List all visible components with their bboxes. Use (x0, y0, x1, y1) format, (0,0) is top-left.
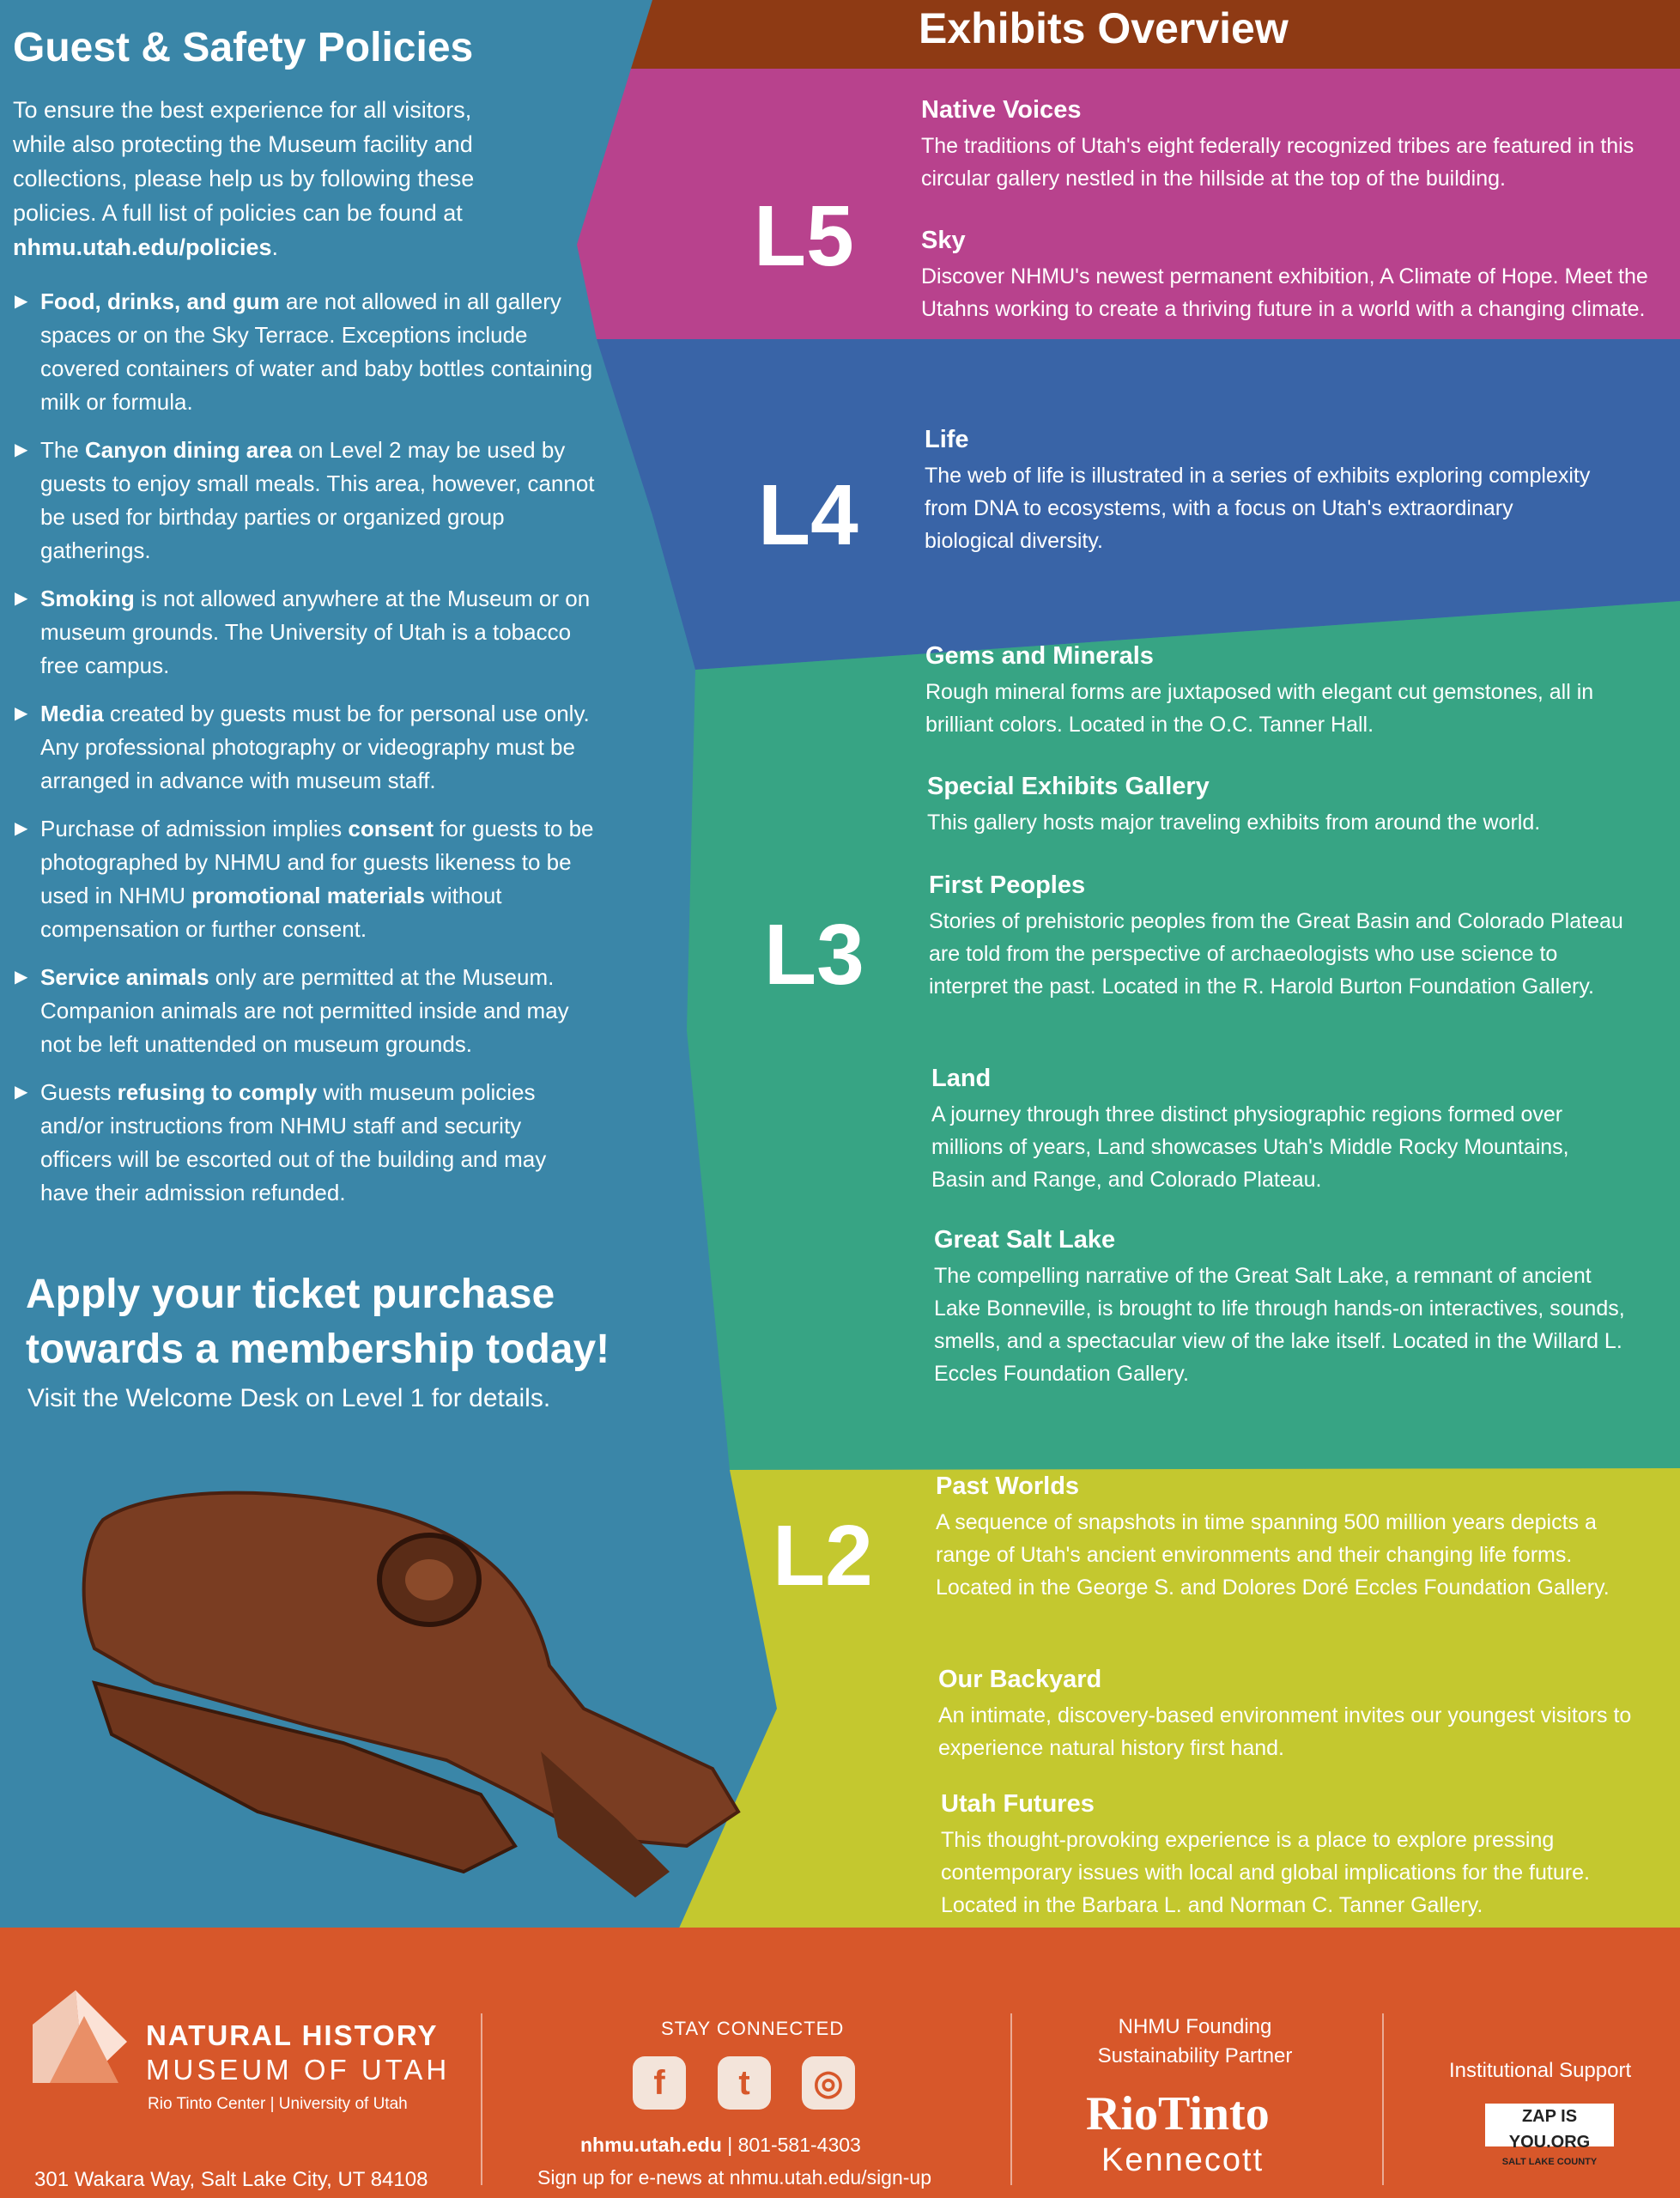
level-label-l5: L5 (754, 188, 854, 284)
bullet-arrow-icon: ▶ (15, 440, 28, 459)
exhibit-name: Our Backyard (938, 1666, 1102, 1693)
exhibit-name: Land (931, 1065, 992, 1092)
exhibit-name: Utah Futures (941, 1790, 1095, 1818)
exhibit-name: Life (925, 426, 969, 453)
exhibit-desc: The compelling narrative of the Great Salt Lake, a remnant of ancient Lake Bonneville, is brought to life through hands-on interactives, sounds, smells, and a spectacular view of the lake itself. Located in the Willard L. Eccles Foundation Gallery. (934, 1264, 1625, 1386)
museum-name-line1: NATURAL HISTORY (146, 2019, 439, 2051)
policy-item-consent (13, 812, 597, 946)
exhibit-gems-minerals (925, 642, 1664, 741)
contact-line (580, 2134, 861, 2157)
policies-title: Guest & Safety Policies (13, 25, 474, 70)
membership-headline-line2: towards a membership today! (26, 1327, 610, 1372)
policy-text: for guests to be photographed by NHMU and for guests likeness to be used in NHMU (40, 816, 594, 908)
exhibit-desc: This gallery hosts major traveling exhibits from around the world. (927, 811, 1541, 835)
exhibit-great-salt-lake (934, 1226, 1629, 1390)
exhibit-name: First Peoples (929, 871, 1086, 899)
partner-label: NHMU Founding Sustainability Partner (1097, 2015, 1293, 2067)
instagram-icon[interactable]: ◎ (802, 2056, 855, 2110)
bullet-arrow-icon: ▶ (15, 968, 28, 987)
zap-logo (1485, 2104, 1614, 2167)
exhibit-utah-futures (941, 1790, 1636, 1922)
policy-item-smoking (13, 582, 597, 683)
policy-list (13, 285, 597, 1224)
exhibit-desc: A journey through three distinct physiographic regions formed over millions of years, Land showcases Utah's Middle Rocky Mountains, Basin and Range, and Colorado Plateau. (931, 1102, 1569, 1192)
policy-keyword: Canyon dining area (85, 437, 293, 463)
policy-lead: Purchase of admission implies (40, 816, 349, 841)
level-label-l4: L4 (758, 467, 858, 563)
membership-headline (26, 1267, 644, 1377)
exhibits-title: Exhibits Overview (919, 4, 1289, 52)
footer-divider (1010, 2013, 1012, 2185)
exhibit-land (931, 1065, 1627, 1196)
museum-logo-icon (33, 1990, 136, 2083)
membership-subline: Visit the Welcome Desk on Level 1 for details. (27, 1384, 551, 1412)
exhibit-past-worlds (936, 1472, 1631, 1604)
bullet-arrow-icon: ▶ (15, 704, 28, 723)
museum-address: 301 Wakara Way, Salt Lake City, UT 84108 (34, 2168, 428, 2191)
institutional-support-label: Institutional Support (1449, 2059, 1632, 2082)
policy-lead: The (40, 437, 86, 463)
exhibit-desc: An intimate, discovery-based environment invites our youngest visitors to experience natural history first hand. (938, 1703, 1632, 1760)
policies-intro-end: . (271, 234, 279, 260)
facebook-icon[interactable]: f (633, 2056, 686, 2110)
policy-keyword: Food, drinks, and gum (40, 288, 280, 314)
exhibit-native-voices (921, 96, 1659, 195)
level-label-l2: L2 (773, 1508, 873, 1604)
phone-number[interactable]: 801-581-4303 (737, 2134, 861, 2156)
exhibit-desc: A sequence of snapshots in time spanning 500 million years depicts a range of Utah's ancient environments and their changing life forms. Located in the George S. and Dolores Doré Eccles Foundation Gallery. (936, 1510, 1610, 1600)
stay-connected-label: STAY CONNECTED (661, 2018, 845, 2039)
signup-link[interactable]: Sign up for e-news at nhmu.utah.edu/sign-up (537, 2166, 932, 2189)
policy-text: without compensation or further consent. (40, 883, 502, 942)
policy-item-animals (13, 961, 597, 1061)
museum-subtitle: Rio Tinto Center | University of Utah (148, 2095, 408, 2113)
exhibit-desc: Rough mineral forms are juxtaposed with elegant cut gemstones, all in brilliant colors. Located in the O.C. Tanner Hall. (925, 680, 1594, 737)
policy-text: are not allowed in all gallery spaces or on the Sky Terrace. Exceptions include covered containers of water and baby bottles containing milk or formula. (40, 288, 593, 415)
contact-separator: | (727, 2134, 733, 2156)
twitter-icon[interactable]: t (718, 2056, 771, 2110)
museum-name-line2: MUSEUM OF UTAH (146, 2054, 451, 2086)
partner-logo-kennecott: Kennecott (1101, 2142, 1265, 2178)
policy-keyword: promotional materials (191, 883, 425, 908)
policy-keyword: Service animals (40, 964, 209, 990)
policy-keyword: Smoking (40, 586, 135, 611)
bullet-arrow-icon: ▶ (15, 589, 28, 608)
exhibit-special-gallery (927, 773, 1665, 839)
footer-divider (1382, 2013, 1384, 2185)
exhibit-sky (921, 227, 1659, 325)
exhibit-life (925, 426, 1594, 557)
exhibit-name: Special Exhibits Gallery (927, 773, 1210, 800)
zap-logo-sub: SALT LAKE COUNTY (1501, 2157, 1598, 2167)
exhibit-first-peoples (929, 871, 1624, 1003)
exhibit-name: Great Salt Lake (934, 1226, 1116, 1254)
policy-keyword: consent (348, 816, 434, 841)
policy-keyword: Media (40, 701, 104, 726)
policy-item-comply (13, 1076, 597, 1210)
bullet-arrow-icon: ▶ (15, 292, 28, 311)
policy-lead: Guests (40, 1079, 118, 1105)
policy-item-media (13, 697, 597, 798)
bullet-arrow-icon: ▶ (15, 1083, 28, 1102)
exhibit-name: Past Worlds (936, 1472, 1080, 1500)
exhibit-name: Native Voices (921, 96, 1082, 124)
membership-headline-line1: Apply your ticket purchase (26, 1272, 555, 1317)
exhibit-desc: The traditions of Utah's eight federally recognized tribes are featured in this circular gallery nestled in the hillside at the top of the building. (921, 134, 1635, 191)
policy-text: is not allowed anywhere at the Museum or on museum grounds. The University of Utah is a tobacco free campus. (40, 586, 591, 678)
level-label-l3: L3 (764, 907, 864, 1003)
policies-link[interactable]: nhmu.utah.edu/policies (13, 234, 272, 260)
policy-item-food (13, 285, 597, 419)
bullet-arrow-icon: ▶ (15, 819, 28, 838)
exhibit-desc: Discover NHMU's newest permanent exhibition, A Climate of Hope. Meet the Utahns working to create a thriving future in a world with a changing climate. (921, 264, 1648, 321)
exhibit-name: Gems and Minerals (925, 642, 1154, 670)
policy-text: with museum policies and/or instructions from NHMU staff and security officers will be escorted out of the building and may have their admission refunded. (40, 1079, 547, 1205)
exhibit-desc: This thought-provoking experience is a place to explore pressing contemporary issues with local and global implications for the future. Located in the Barbara L. and Norman C. Tanner Gallery. (941, 1828, 1590, 1917)
partner-logo-riotinto: RioTinto (1086, 2087, 1270, 2140)
exhibit-our-backyard (938, 1666, 1634, 1764)
footer-divider (481, 2013, 482, 2185)
policy-item-dining (13, 434, 597, 568)
policies-intro (13, 93, 519, 264)
policy-text: on Level 2 may be used by guests to enjoy small meals. This area, however, cannot be used for birthday parties or organized group gatherings. (40, 437, 595, 563)
policy-keyword: refusing to comply (117, 1079, 318, 1105)
policies-intro-text: To ensure the best experience for all visitors, while also protecting the Museum facility and collections, please help us by following these policies. A full list of policies can be found at (13, 97, 475, 226)
zap-logo-text: ZAP IS YOU.ORG (1508, 2107, 1591, 2152)
exhibit-desc: Stories of prehistoric peoples from the Great Basin and Colorado Plateau are told from the perspective of archaeologists who use science to interpret the past. Located in the R. Harold Burton Foundation Gallery. (929, 909, 1623, 999)
policy-text: created by guests must be for personal use only. Any professional photography or videography must be arranged in advance with museum staff. (40, 701, 590, 793)
exhibit-desc: The web of life is illustrated in a series of exhibits exploring complexity from DNA to ecosystems, with a focus on Utah's extraordinary biological diversity. (925, 464, 1591, 553)
website-link[interactable]: nhmu.utah.edu (580, 2134, 722, 2156)
exhibit-name: Sky (921, 227, 966, 254)
policy-text: only are permitted at the Museum. Companion animals are not permitted inside and may not be left unattended on museum grounds. (40, 964, 569, 1057)
